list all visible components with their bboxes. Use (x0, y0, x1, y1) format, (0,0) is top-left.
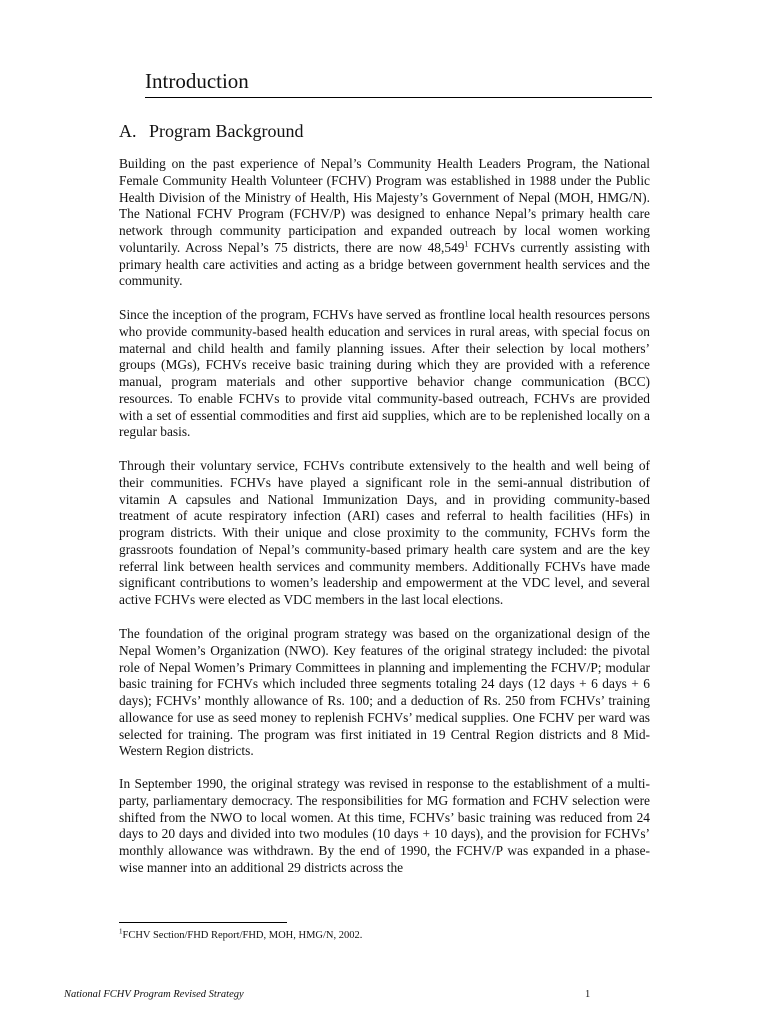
footnote (119, 929, 362, 943)
paragraph-4: The foundation of the original program strategy was based on the organizational design of the Nepal Women’s Organization (NWO). Key features of the original strategy included: the pivotal role of Nepal Women’s Primary Committees in planning and implementing the FCHV/P; modular basic training for FCHVs which included three segments totaling 24 days (12 days + 6 days + 6 days); FCHVs’ monthly allowance of Rs. 100; and a deduction of Rs. 250 from FCHVs’ training allowance for use as seed money to replenish FCHVs’ medical supplies. One FCHV per ward was selected for training. The program was first initiated in 19 Central Region districts and 8 Mid-Western Region districts. (119, 626, 650, 759)
section-title (119, 120, 303, 142)
page-number: 1 (585, 989, 591, 1000)
footnote-separator (119, 922, 287, 923)
paragraph-1 (119, 156, 650, 290)
section-letter: A. (119, 121, 137, 141)
paragraph-1-text-continued: FCHVs currently assisting with primary health care activities and acting as a bridge between government health services and the community. (119, 239, 650, 289)
heading-underline (145, 97, 652, 98)
paragraph-3: Through their voluntary service, FCHVs contribute extensively to the health and well being of their communities. FCHVs have played a significant role in the semi-annual distribution of vitamin A capsules and National Immunization Days, and in providing community-based treatment of acute respiratory infection (ARI) cases and referral to health facilities (HFs) in program districts. With their unique and close proximity to the community, FCHVs form the grassroots foundation of Nepal’s community-based primary health care system and are the key referral link between health services and community members. Additionally FCHVs have made significant contributions to women’s leadership and empowerment at the VDC level, and several active FCHVs were elected as VDC members in the last local elections. (119, 458, 650, 607)
paragraph-2: Since the inception of the program, FCHVs have served as frontline local health resources persons who provide community-based health education and services in rural areas, with special focus on maternal and child health and family planning issues. After their selection by local mothers’ groups (MGs), FCHVs receive basic training during which they are provided with a reference manual, program materials and other supportive behavior change communication (BCC) resources. To enable FCHVs to provide vital community-based outreach, FCHVs are provided with a set of essential commodities and first aid supplies, which are to be replenished locally on a regular basis. (119, 307, 650, 440)
paragraph-5: In September 1990, the original strategy was revised in response to the establishment of a multi-party, parliamentary democracy. The responsibilities for MG formation and FCHV selection were shifted from the NWO to local women. At this time, FCHVs’ basic training was reduced from 24 days to 20 days and divided into two modules (10 days + 10 days), and the provision for FCHVs’ monthly allowance was withdrawn. By the end of 1990, the FCHV/P was expanded in a phase-wise manner into an additional 29 districts across the (119, 776, 650, 875)
footnote-text: FCHV Section/FHD Report/FHD, MOH, HMG/N, 2002. (122, 930, 363, 941)
footnote-reference: 1 (464, 239, 469, 249)
section-title-text: Program Background (149, 121, 304, 141)
page-heading: Introduction (145, 69, 249, 93)
paragraph-1-text: Building on the past experience of Nepal’s Community Health Leaders Program, the National Female Community Health Volunteer (FCHV) Program was established in 1988 under the Public Health Division of the Ministry of Health, His Majesty’s Government of Nepal (MOH, HMG/N). The National FCHV Program (FCHV/P) was designed to enhance Nepal’s primary health care network through community participation and expanded outreach by local women working voluntarily. Across Nepal’s 75 districts, there are now 48,549 (119, 156, 650, 255)
footnote-number: 1 (119, 927, 123, 936)
footer-document-title: National FCHV Program Revised Strategy (64, 989, 244, 1000)
